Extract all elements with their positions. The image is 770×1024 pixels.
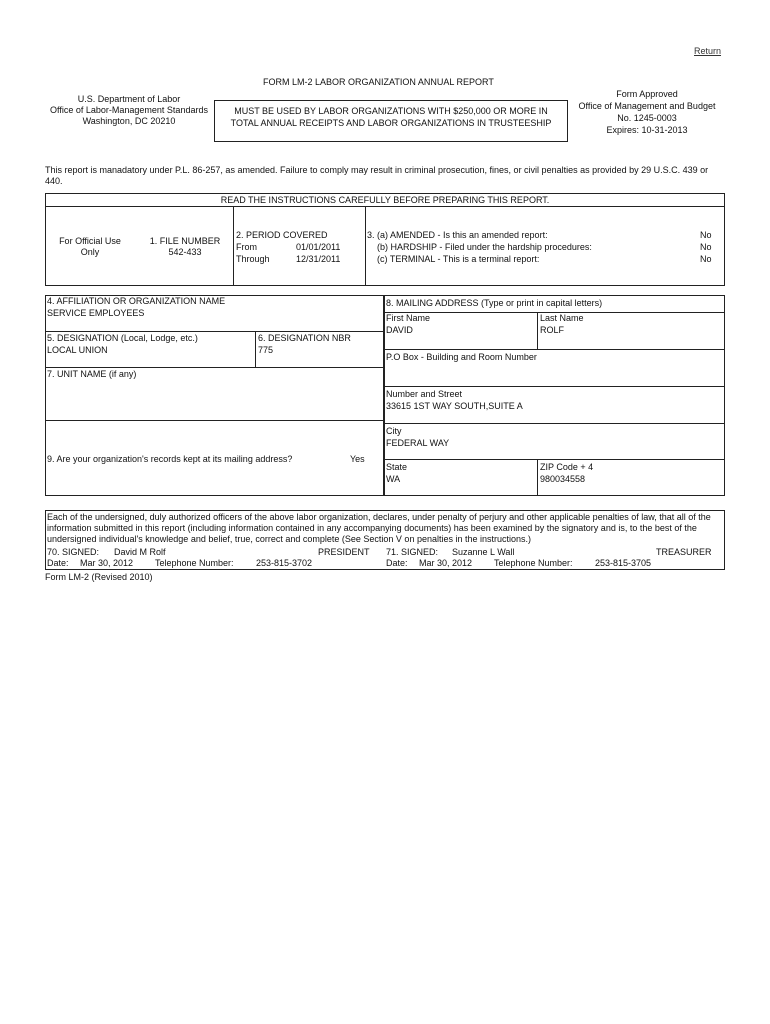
period-through-label: Through xyxy=(236,254,270,264)
affiliation-value: SERVICE EMPLOYEES xyxy=(47,308,145,318)
records-question: 9. Are your organization's records kept at its mailing address? xyxy=(47,454,293,464)
omb-form-approved: Form Approved xyxy=(616,89,678,99)
street-label: Number and Street xyxy=(386,389,463,399)
terminal-value: No xyxy=(700,254,712,264)
state-label: State xyxy=(386,462,408,472)
mailing-address-label: 8. MAILING ADDRESS (Type or print in capital letters) xyxy=(386,298,603,308)
designation-number-label: 6. DESIGNATION NBR xyxy=(258,333,351,343)
official-use-line1: For Official Use xyxy=(59,236,121,246)
organization-block xyxy=(45,295,384,496)
state-value: WA xyxy=(386,474,401,484)
phone-71-label: Telephone Number: xyxy=(494,558,573,568)
first-name-label: First Name xyxy=(386,313,431,323)
instructions-banner xyxy=(45,193,725,207)
affiliation-label: 4. AFFILIATION OR ORGANIZATION NAME xyxy=(47,296,226,306)
form-title: FORM LM-2 LABOR ORGANIZATION ANNUAL REPORT xyxy=(263,77,494,87)
department-name: U.S. Department of Labor xyxy=(77,94,181,104)
first-name-value: DAVID xyxy=(386,325,413,335)
declaration-text: Each of the undersigned, duly authorized officers of the above labor organization, declares, under penalty of perjury and other applicable penalties of law, that all of the information submitted in this report (including information contained in any accompanying documents) has been examined by the signatory and is, to the best of the undersigned individual's knowledge and belief, true, correct and complete (See Section V on penalties in the instructions.) xyxy=(47,512,711,544)
designation-number-value: 775 xyxy=(258,345,274,355)
eligibility-notice: MUST BE USED BY LABOR ORGANIZATIONS WITH $250,000 OR MORE IN TOTAL ANNUAL RECEIPTS AND LABOR ORGANIZATIONS IN TRUSTEESHIP xyxy=(230,106,552,128)
period-from-value: 01/01/2011 xyxy=(296,242,341,252)
period-through-value: 12/31/2011 xyxy=(296,254,341,264)
designation-value: LOCAL UNION xyxy=(47,345,108,355)
omb-approval-block xyxy=(570,88,724,136)
official-use xyxy=(50,236,130,258)
amended-label: (a) AMENDED - Is this an amended report: xyxy=(377,230,548,240)
status-question-number: 3. xyxy=(367,230,375,240)
unit-name-label: 7. UNIT NAME (if any) xyxy=(47,369,137,379)
department-address: Washington, DC 20210 xyxy=(82,116,176,126)
hardship-value: No xyxy=(700,242,712,252)
city-label: City xyxy=(386,426,402,436)
file-number-field xyxy=(140,236,230,258)
designation-label: 5. DESIGNATION (Local, Lodge, etc.) xyxy=(47,333,198,343)
eligibility-notice-box xyxy=(214,100,568,142)
records-answer: Yes xyxy=(350,454,365,464)
omb-number: No. 1245-0003 xyxy=(617,113,677,123)
signed-71-title: TREASURER xyxy=(656,547,712,557)
hardship-label: (b) HARDSHIP - Filed under the hardship procedures: xyxy=(377,242,592,252)
po-box-label: P.O Box - Building and Room Number xyxy=(386,352,537,362)
city-value: FEDERAL WAY xyxy=(386,438,450,448)
official-use-line2: Only xyxy=(80,247,100,257)
zip-label: ZIP Code + 4 xyxy=(540,462,594,472)
date-70-label: Date: xyxy=(47,558,69,568)
date-71-value: Mar 30, 2012 xyxy=(419,558,473,568)
file-number-label: 1. FILE NUMBER xyxy=(149,236,221,246)
omb-expiration: Expires: 10-31-2013 xyxy=(606,125,688,135)
zip-value: 980034558 xyxy=(540,474,586,484)
phone-70-label: Telephone Number: xyxy=(155,558,234,568)
department-block xyxy=(44,94,214,127)
mandatory-notice: This report is manadatory under P.L. 86-257, as amended. Failure to comply may result in criminal prosecution, fines, or civil penalties as provided by 29 U.S.C. 439 or 440. xyxy=(45,165,709,186)
last-name-value: ROLF xyxy=(540,325,565,335)
phone-70-value: 253-815-3702 xyxy=(256,558,313,568)
signed-71-label: 71. SIGNED: xyxy=(386,547,439,557)
return-link[interactable]: Return xyxy=(694,46,722,56)
period-from-label: From xyxy=(236,242,257,252)
signed-71-name: Suzanne L Wall xyxy=(452,547,515,557)
signed-70-title: PRESIDENT xyxy=(318,547,370,557)
file-number-value: 542-433 xyxy=(168,247,202,257)
date-71-label: Date: xyxy=(386,558,408,568)
omb-office: Office of Management and Budget xyxy=(578,101,716,111)
date-70-value: Mar 30, 2012 xyxy=(80,558,134,568)
phone-71-value: 253-815-3705 xyxy=(595,558,652,568)
instructions-banner-text: READ THE INSTRUCTIONS CAREFULLY BEFORE PREPARING THIS REPORT. xyxy=(220,195,550,205)
department-office: Office of Labor-Management Standards xyxy=(50,105,208,115)
signed-70-name: David M Rolf xyxy=(114,547,166,557)
period-covered-label: 2. PERIOD COVERED xyxy=(236,230,328,240)
last-name-label: Last Name xyxy=(540,313,584,323)
street-value: 33615 1ST WAY SOUTH,SUITE A xyxy=(386,401,523,411)
amended-value: No xyxy=(700,230,712,240)
signed-70-label: 70. SIGNED: xyxy=(47,547,100,557)
terminal-label: (c) TERMINAL - This is a terminal report: xyxy=(377,254,540,264)
form-revision: Form LM-2 (Revised 2010) xyxy=(45,572,153,582)
